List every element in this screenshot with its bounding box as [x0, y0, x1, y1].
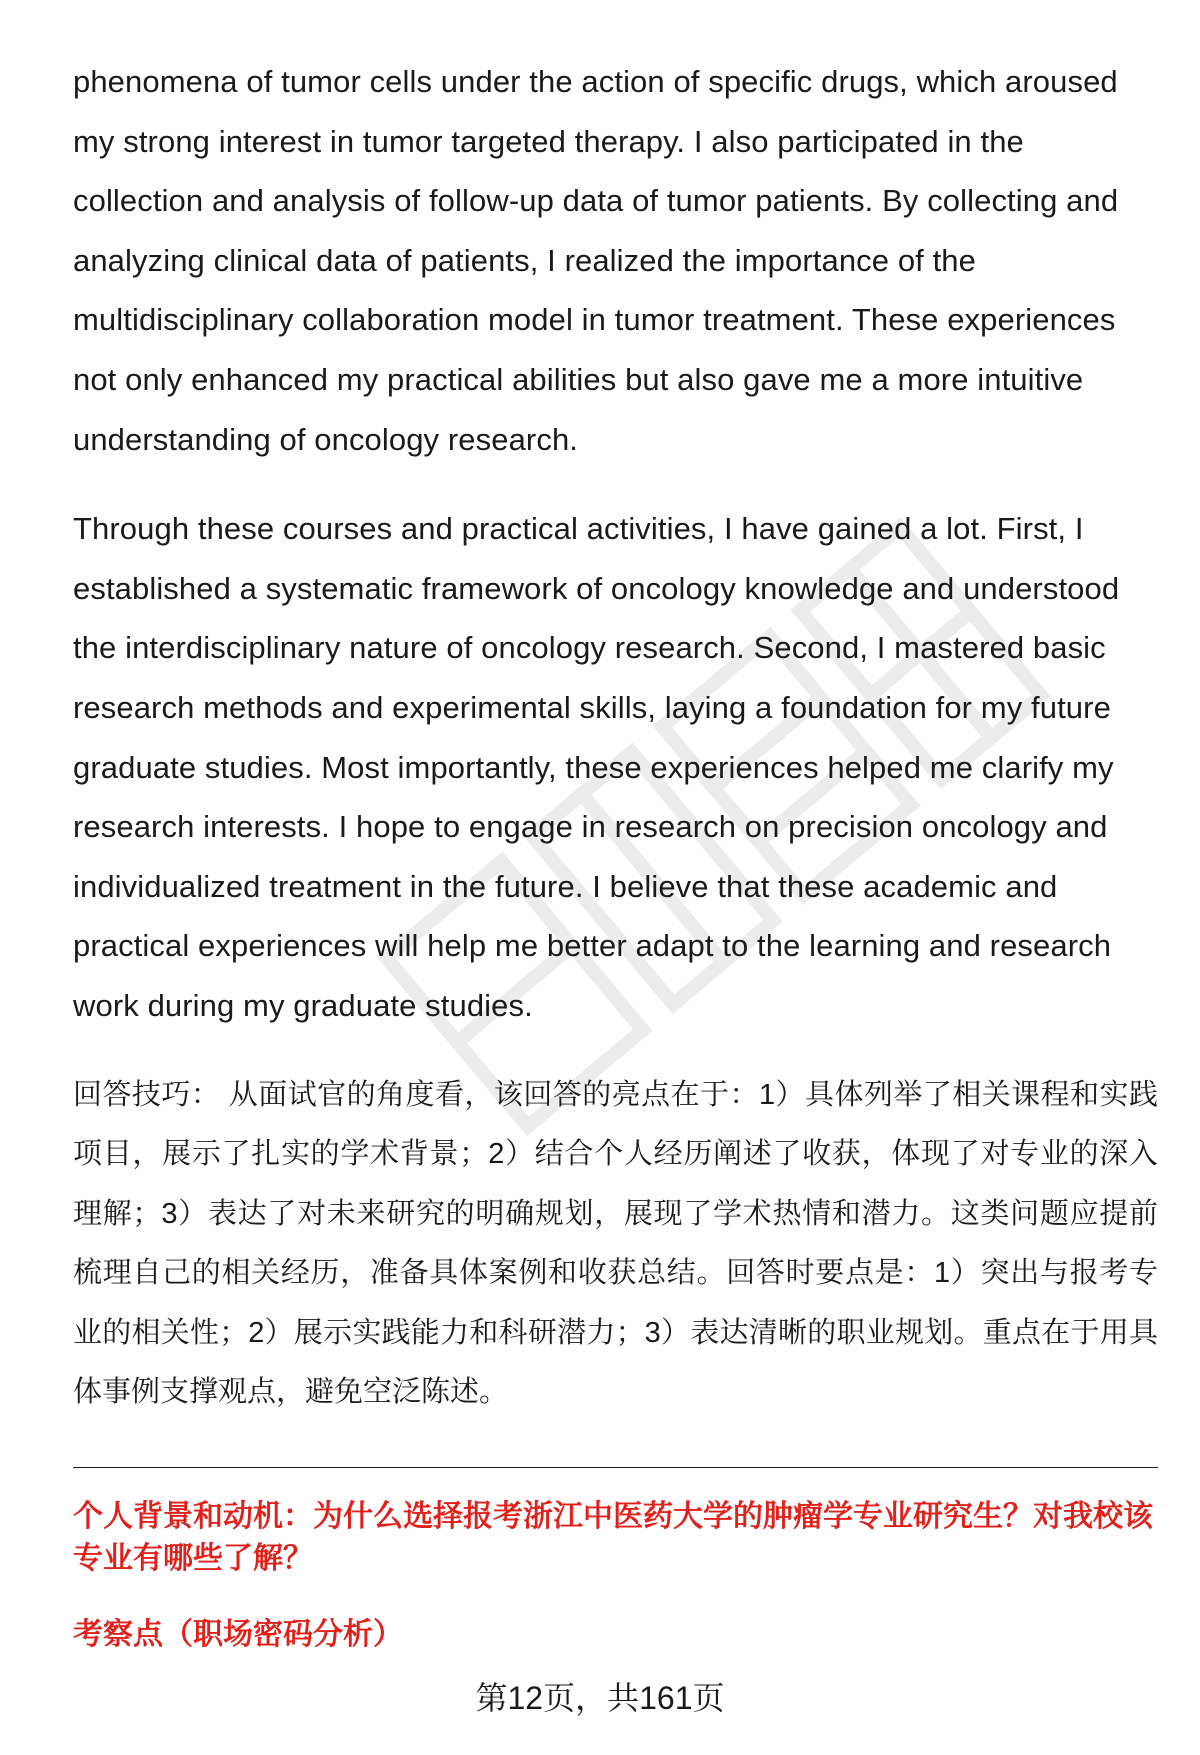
paragraph-gains-summary: Through these courses and practical activities, I have gained a lot. First, I established a systematic framework of oncology knowledge and understood the interdisciplinary nature of oncology research. Second, I mastered basic research methods and experimental skills, laying a foundation for my future graduate studies. Most importantly, these experiences helped me clarify my research interests. I hope to engage in research on precision oncology and individualized treatment in the future. I believe that these academic and practical experiences will help me better adapt to the learning and research work during my graduate studies. — [73, 511, 1120, 1023]
page-indicator: 第12页，共161页 — [475, 1680, 725, 1716]
paragraph-practical-experience: phenomena of tumor cells under the action of specific drugs, which aroused my strong interest in tumor targeted therapy. I also participated in the collection and analysis of follow-up data of tumor patients. By collecting and analyzing clinical data of patients, I realized the importance of the multidisciplinary collaboration model in tumor treatment. These experiences not only enhanced my practical abilities but also gave me a more intuitive understanding of oncology research. — [73, 64, 1119, 457]
section-divider — [73, 1467, 1158, 1468]
document-body — [73, 52, 1158, 1453]
examination-point-label: 考察点（职场密码分析） — [73, 1618, 403, 1651]
next-question-heading: 个人背景和动机：为什么选择报考浙江中医药大学的肿瘤学专业研究生？对我校该专业有哪些了解？ — [73, 1500, 1153, 1575]
answer-tips-paragraph: 回答技巧： 从面试官的角度看，该回答的亮点在于：1）具体列举了相关课程和实践项目，展示了扎实的学术背景；2）结合个人经历阐述了收获，体现了对专业的深入理解；3）表达了对未来研究的明确规划，展现了学术热情和潜力。这类问题应提前梳理自己的相关经历，准备具体案例和收获总结。回答时要点是：1）突出与报考专业的相关性；2）展示实践能力和科研潜力；3）表达清晰的职业规划。重点在于用具体事例支撑观点，避免空泛陈述。 — [73, 1078, 1158, 1408]
